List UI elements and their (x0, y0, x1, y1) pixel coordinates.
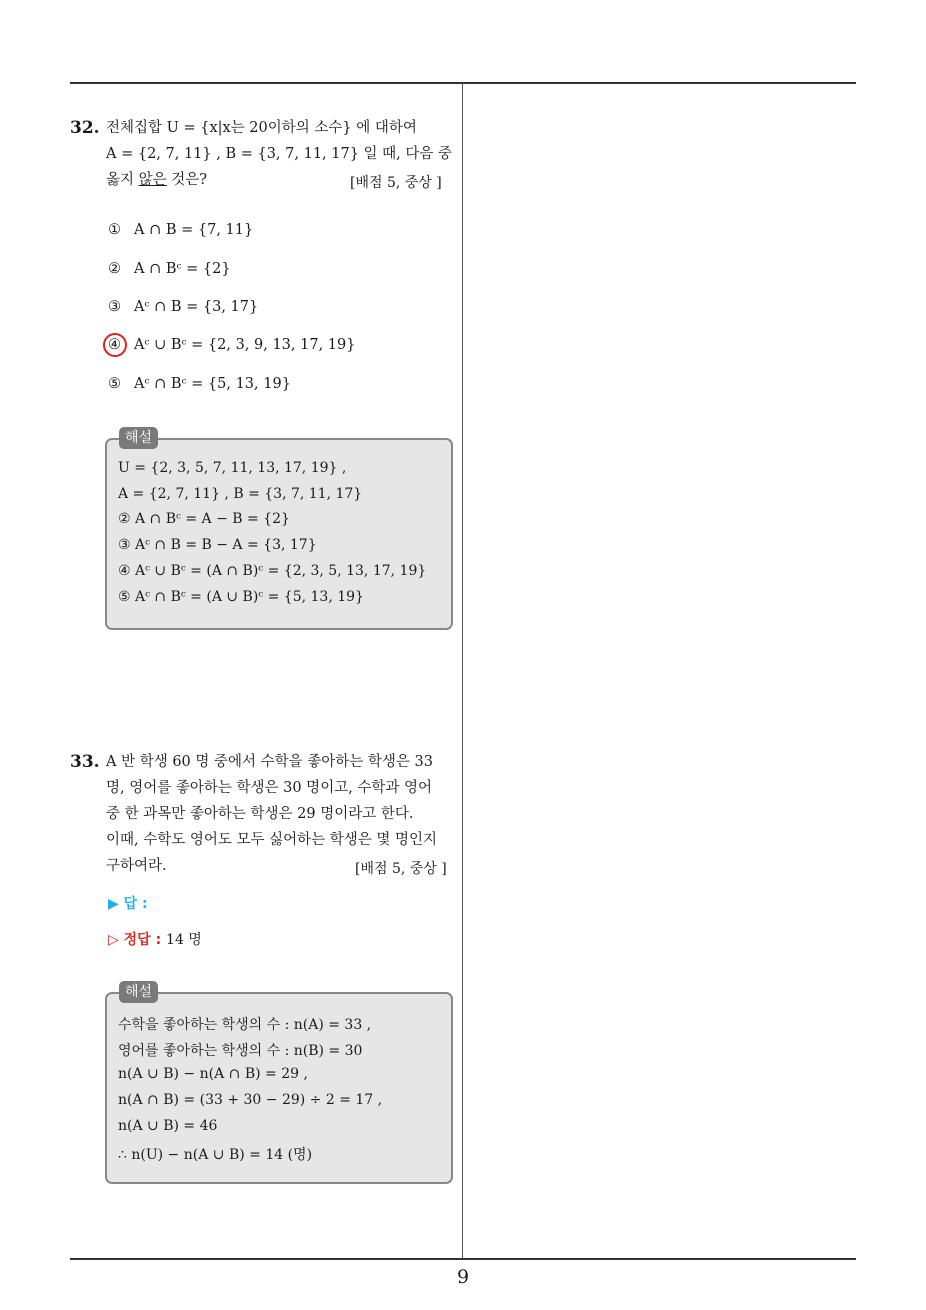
explanation-32-line-1: U = {2, 3, 5, 7, 11, 13, 17, 19} , (118, 460, 347, 476)
explanation-33-line-3: n(A ∪ B) − n(A ∩ B) = 29 , (118, 1066, 308, 1082)
explanation-32-line-4: ③ Aᶜ ∩ B = B − A = {3, 17} (118, 537, 317, 553)
explanation-33-line-1: 수학을 좋아하는 학생의 수 : n(A) = 33 , (118, 1017, 372, 1033)
choice-number: ① (108, 222, 121, 238)
choice-text: A ∩ B = {7, 11} (134, 222, 254, 238)
correct-answer-value: 14 명 (166, 932, 202, 948)
question-32-line-3 (106, 170, 207, 190)
explanation-32-line-6: ⑤ Aᶜ ∩ Bᶜ = (A ∪ B)ᶜ = {5, 13, 19} (118, 589, 364, 605)
question-33-line-2: 명, 영어를 좋아하는 학생은 30 명이고, 수학과 영어 (106, 780, 433, 796)
question-32-line-1: 전체집합 U = {x|x는 20이하의 소수} 에 대하여 (106, 120, 417, 136)
question-32-line-3-after: 것은? (166, 172, 208, 188)
question-32-line-3-before: 옳지 (106, 172, 139, 188)
question-33-line-3: 중 한 과목만 좋아하는 학생은 29 명이라고 한다. (106, 806, 414, 822)
explanation-33-line-5: n(A ∪ B) = 46 (118, 1118, 218, 1134)
choice-3[interactable] (108, 299, 258, 315)
question-32-line-2: A = {2, 7, 11} , B = {3, 7, 11, 17} 일 때, 다음 중 (106, 146, 453, 162)
explanation-32-line-5: ④ Aᶜ ∪ Bᶜ = (A ∩ B)ᶜ = {2, 3, 5, 13, 17, 19} (118, 563, 427, 579)
choice-text: A ∩ Bᶜ = {2} (134, 261, 231, 277)
explanation-33-line-4: n(A ∩ B) = (33 + 30 − 29) ÷ 2 = 17 , (118, 1092, 383, 1108)
question-32-score-meta: [배점 5, 중상 ] (350, 175, 442, 191)
choice-number: ④ (108, 337, 121, 353)
top-rule (70, 82, 856, 84)
bottom-rule (70, 1258, 856, 1260)
question-33-line-1: A 반 학생 60 명 중에서 수학을 좋아하는 학생은 33 (106, 754, 433, 770)
choice-text: Aᶜ ∩ Bᶜ = {5, 13, 19} (134, 376, 291, 392)
question-33-number: 33. (70, 752, 100, 772)
choice-number: ⑤ (108, 376, 121, 392)
explanation-32-line-2: A = {2, 7, 11} , B = {3, 7, 11, 17} (118, 486, 363, 502)
answer-circle-mark (103, 333, 127, 357)
column-divider (462, 83, 463, 1258)
explanation-33-line-2: 영어를 좋아하는 학생의 수 : n(B) = 30 (118, 1043, 363, 1059)
explanation-tag-33: 해설 (119, 981, 158, 1003)
question-33-line-5: 구하여라. (106, 858, 167, 874)
question-32-number: 32. (70, 118, 100, 138)
choice-text: Aᶜ ∪ Bᶜ = {2, 3, 9, 13, 17, 19} (134, 337, 356, 353)
explanation-32-line-3: ② A ∩ Bᶜ = A − B = {2} (118, 511, 290, 527)
choice-number: ③ (108, 299, 121, 315)
choice-5[interactable] (108, 376, 291, 392)
choice-4[interactable] (108, 337, 355, 353)
question-33-line-4: 이때, 수학도 영어도 모두 싫어하는 학생은 몇 명인지 (106, 832, 438, 848)
page-number: 9 (456, 1266, 470, 1288)
explanation-33-line-6: ∴ n(U) − n(A ∪ B) = 14 (명) (118, 1147, 313, 1163)
correct-answer (108, 929, 202, 949)
choice-number: ② (108, 261, 121, 277)
choice-2[interactable] (108, 261, 231, 277)
answer-input-label[interactable]: ▶ 답 : (108, 896, 148, 912)
underlined-word: 않은 (138, 172, 167, 188)
correct-answer-label: ▷ 정답 : (108, 932, 162, 948)
choice-1[interactable] (108, 222, 253, 238)
explanation-tag-32: 해설 (119, 427, 158, 449)
question-33-score-meta: [배점 5, 중상 ] (355, 861, 447, 877)
choice-text: Aᶜ ∩ B = {3, 17} (134, 299, 259, 315)
